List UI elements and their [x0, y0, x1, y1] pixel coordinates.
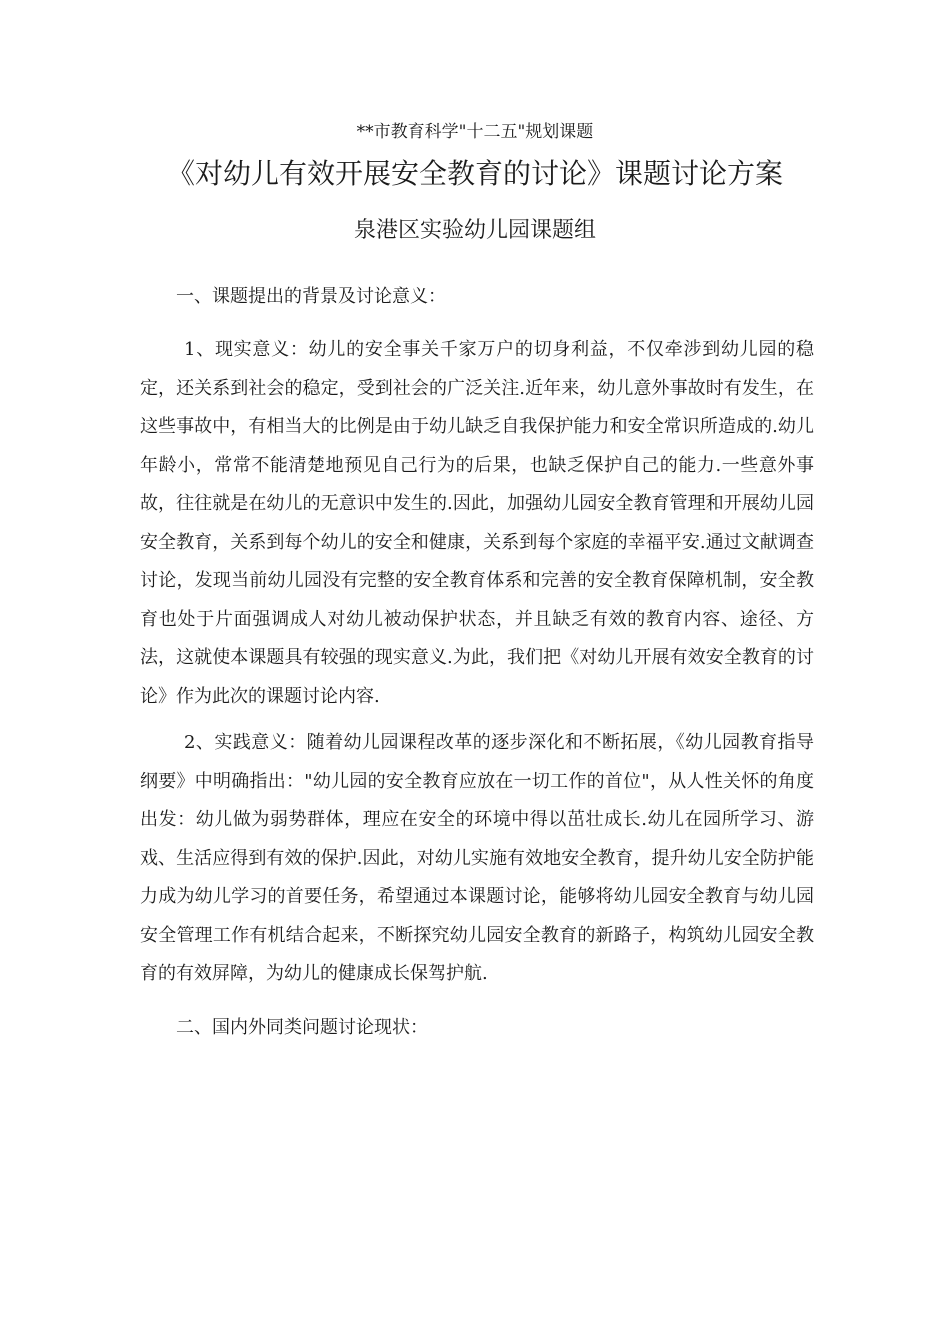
document-body: [140, 279, 814, 1062]
document-title: 《对幼儿有效开展安全教育的讨论》课题讨论方案: [166, 157, 783, 190]
section-heading-background: 一、课题提出的背景及讨论意义：: [176, 286, 446, 307]
section-heading-research-status: 二、国内外同类问题讨论现状：: [176, 1016, 428, 1038]
project-series-line: **市教育科学"十二五"规划课题: [356, 122, 594, 142]
organization-name: 泉港区实验幼儿园课题组: [353, 218, 596, 243]
paragraph-practice-significance: 2、实践意义：随着幼儿园课程改革的逐步深化和不断拓展，《幼儿园教育指导纲要》中明确指出："幼儿园的安全教育应放在一切工作的首位"，从人性关怀的角度出发：幼儿做为弱势群体，理应在安全的环境中得以茁壮成长.幼儿在园所学习、游戏、生活应得到有效的保护.因此，对幼儿实施有效地安全教育，提升幼儿安全防护能力成为幼儿学习的首要任务，希望通过本课题讨论，能够将幼儿园安全教育与幼儿园安全管理工作有机结合起来，不断探究幼儿园安全教育的新路子，构筑幼儿园安全教育的有效屏障，为幼儿的健康成长保驾护航.: [140, 732, 814, 984]
paragraph-practical-significance: 1、现实意义：幼儿的安全事关千家万户的切身利益，不仅牵涉到幼儿园的稳定，还关系到社会的稳定，受到社会的广泛关注.近年来，幼儿意外事故时有发生，在这些事故中，有相当大的比例是由于幼儿缺乏自我保护能力和安全常识所造成的.幼儿年龄小，常常不能清楚地预见自己行为的后果，也缺乏保护自己的能力.一些意外事故，往往就是在幼儿的无意识中发生的.因此，加强幼儿园安全教育管理和开展幼儿园安全教育，关系到每个幼儿的安全和健康，关系到每个家庭的幸福平安.通过文献调查讨论，发现当前幼儿园没有完整的安全教育体系和完善的安全教育保障机制，安全教育也处于片面强调成人对幼儿被动保护状态，并且缺乏有效的教育内容、途径、方法，这就使本课题具有较强的现实意义.为此，我们把《对幼儿开展有效安全教育的讨论》作为此次的课题讨论内容.: [140, 339, 814, 707]
